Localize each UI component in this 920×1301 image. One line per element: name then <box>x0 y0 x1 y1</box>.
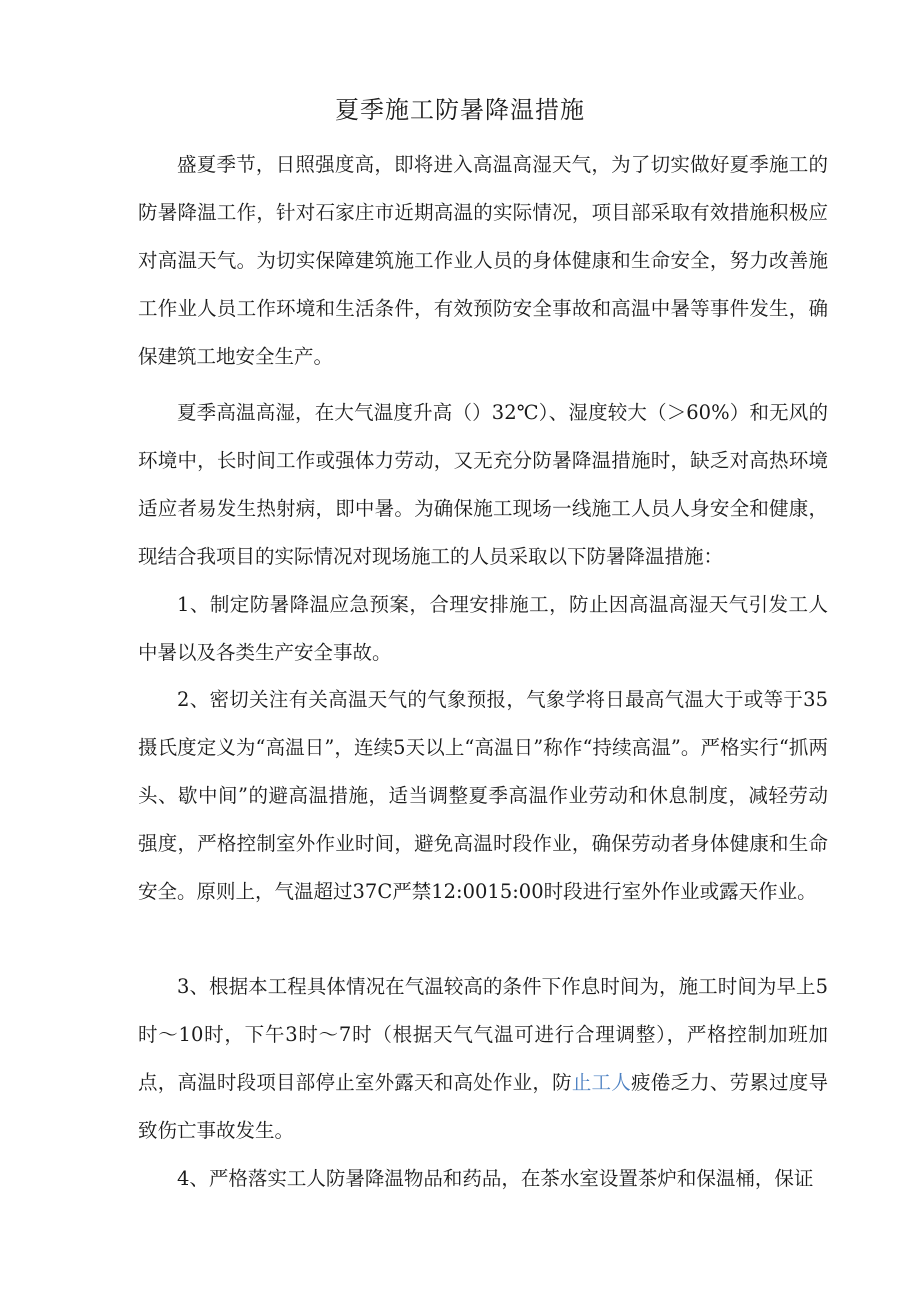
page-title: 夏季施工防暑降温措施 <box>335 96 585 124</box>
measure-item-4: 4、严格落实工人防暑降温物品和药品，在茶水室设置茶炉和保温桶，保证 <box>177 1167 814 1190</box>
measure-item-3 <box>138 963 828 1155</box>
intro-paragraph: 盛夏季节，日照强度高，即将进入高温高湿天气，为了切实做好夏季施工的防暑降温工作，针对石家庄市近期高温的实际情况，项目部采取有效措施积极应对高温天气。为切实保障建筑施工作业人员的身体健康和生命安全，努力改善施工作业人员工作环境和生活条件，有效预防安全事故和高温中暑等事件发生，确保建筑工地安全生产。 <box>138 153 828 368</box>
measure-item-3-text-b: 疲倦乏力、劳累过度导致伤亡事故发生。 <box>138 1071 828 1142</box>
measure-item-1: 1、制定防暑降温应急预案，合理安排施工，防止因高温高湿天气引发工人中暑以及各类生产安全事故。 <box>138 593 828 664</box>
measure-item-2: 2、密切关注有关高温天气的气象预报，气象学将日最高气温大于或等于35摄氏度定义为“高温日”，连续5天以上“高温日”称作“持续高温”。严格实行“抓两头、歇中间”的避高温措施，适当调整夏季高温作业劳动和休息制度，减轻劳动强度，严格控制室外作业时间，避免高温时段作业，确保劳动者身体健康和生命安全。原则上，气温超过37C严禁12:0015:00时段进行室外作业或露天作业。 <box>138 688 828 903</box>
context-paragraph: 夏季高温高湿，在大气温度升高（）32℃）、湿度较大（＞60%）和无风的环境中，长时间工作或强体力劳动，又无充分防暑降温措施时，缺乏对高热环境适应者易发生热射病，即中暑。为确保施工现场一线施工人员人身安全和健康，现结合我项目的实际情况对现场施工的人员采取以下防暑降温措施： <box>138 401 828 568</box>
measure-item-3-link[interactable]: 止工人 <box>571 1071 631 1094</box>
measure-item-3-text-a: 3、根据本工程具体情况在气温较高的条件下作息时间为，施工时间为早上5时～10时，下午3时～7时（根据天气气温可进行合理调整），严格控制加班加点，高温时段项目部停止室外露天和高处作业，防 <box>138 975 828 1094</box>
